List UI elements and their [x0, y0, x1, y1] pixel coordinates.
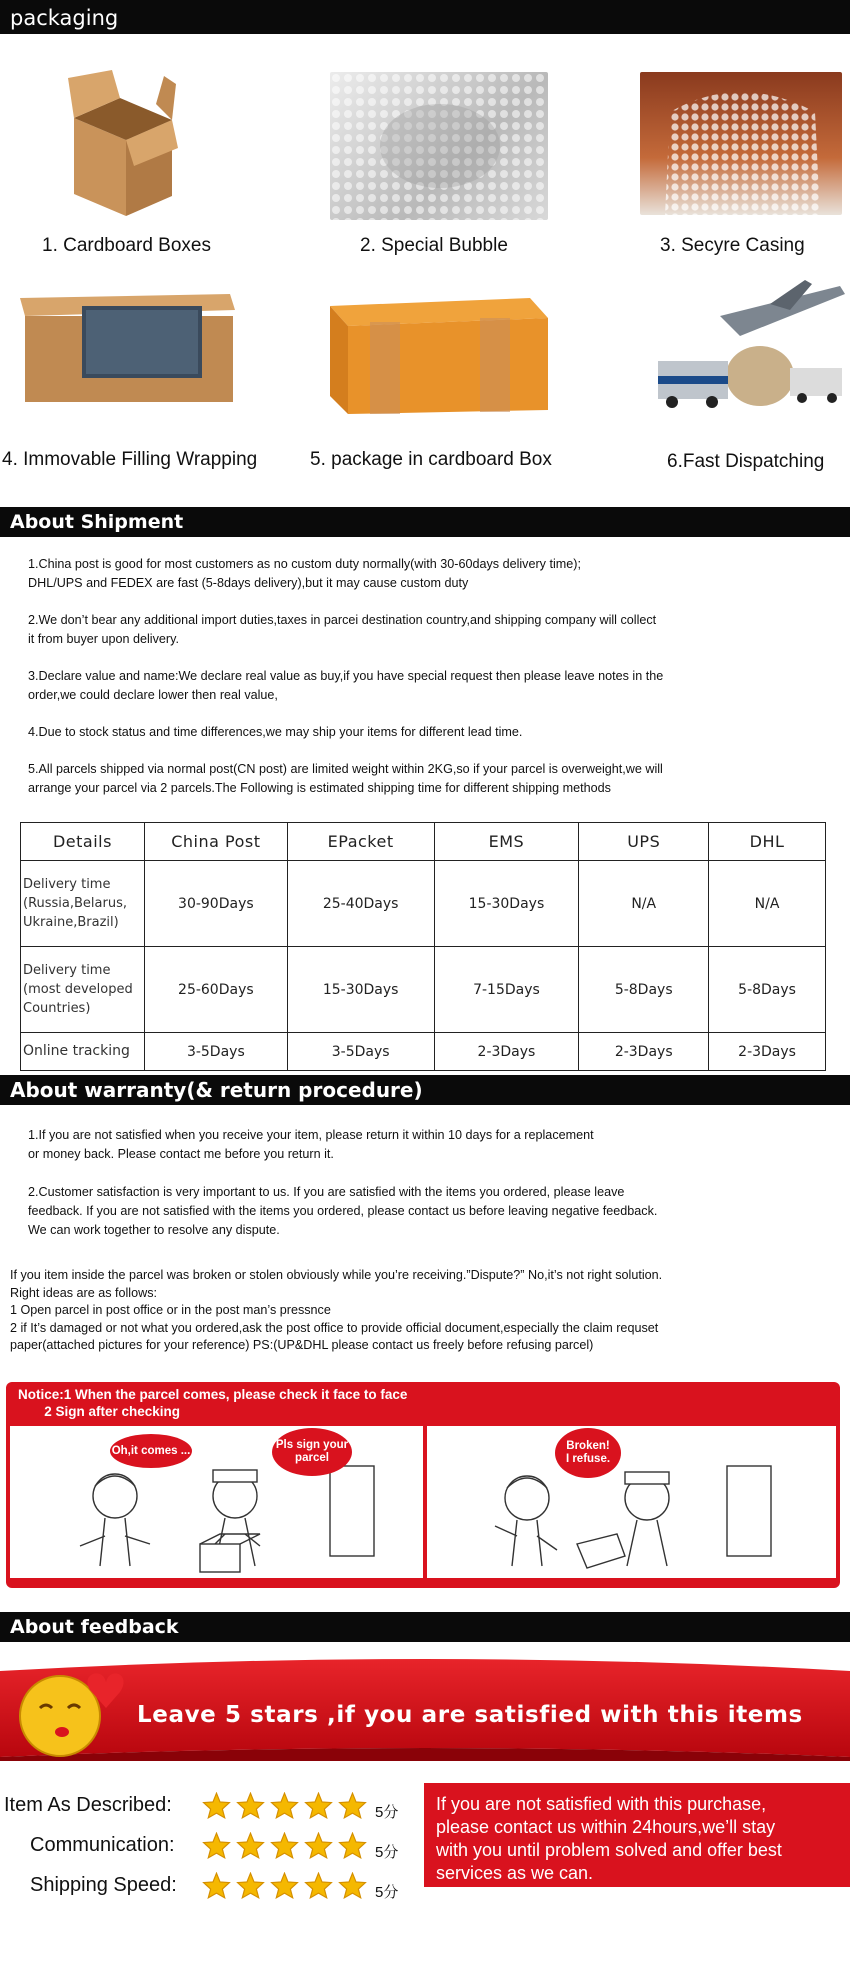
caption-secure-casing: 3. Secyre Casing	[660, 235, 805, 256]
warranty-paragraph-2	[28, 1183, 828, 1240]
speech-bubble	[555, 1428, 621, 1478]
text-line: 3.Declare value and name:We declare real value as buy,if you have special request then please leave notes in the	[28, 669, 664, 683]
text-line: Broken!	[566, 1440, 610, 1452]
packaging-header	[0, 0, 850, 34]
shipment-paragraph-5	[28, 760, 828, 798]
text-line: 4.Due to stock status and time differences,we may ship your items for different lead time.	[28, 725, 523, 739]
caption-filling-wrapping: 4. Immovable Filling Wrapping	[2, 449, 258, 470]
table-header-cell: China Post	[144, 823, 287, 861]
text-line: We can work together to resolve any dispute.	[28, 1223, 280, 1237]
text-line: 1.China post is good for most customers as no custom duty normally(with 30-60days delivery time);	[28, 557, 581, 571]
filling-wrapping-image	[20, 288, 235, 406]
star-icon	[304, 1832, 333, 1859]
star-icon	[202, 1792, 231, 1819]
table-cell: 2-3Days	[709, 1033, 826, 1071]
shipment-paragraph-2	[28, 611, 828, 649]
secure-casing-image	[640, 72, 842, 215]
text-line: 5.All parcels shipped via normal post(CN post) are limited weight within 2KG,so if your parcel is overweight,we will	[28, 762, 663, 776]
table-header-cell: EPacket	[287, 823, 434, 861]
row-label	[21, 1033, 145, 1071]
text-line: 1 Open parcel in post office or in the post man’s pressnce	[10, 1303, 331, 1317]
warranty-title: About warranty(& return procedure)	[10, 1078, 423, 1102]
star-icon	[338, 1832, 367, 1859]
shipment-header	[0, 507, 850, 537]
refuse-parcel-illustration	[427, 1426, 836, 1578]
star-icon	[270, 1872, 299, 1899]
table-header-cell: Details	[21, 823, 145, 861]
star-icon	[236, 1832, 265, 1859]
text-line: Pls sign your	[275, 1439, 349, 1451]
text-line: order,we could declare lower then real value,	[28, 688, 278, 702]
table-row	[21, 947, 826, 1033]
row-label-line: Ukraine,Brazil)	[23, 915, 119, 930]
warranty-header	[0, 1075, 850, 1105]
caption-special-bubble: 2. Special Bubble	[360, 235, 508, 256]
feedback-message-box	[424, 1783, 850, 1887]
rating-score: 5分	[375, 1844, 399, 1861]
star-icon	[304, 1872, 333, 1899]
rating-label-item-described: Item As Described:	[4, 1794, 172, 1816]
package-box-image	[330, 292, 550, 414]
notice-left-scene	[10, 1426, 423, 1578]
row-label-line: Countries)	[23, 1001, 91, 1016]
text-line: 2.We don’t bear any additional import duties,taxes in parcei destination country,and shipping company will collect	[28, 613, 657, 627]
caption-cardboard-boxes: 1. Cardboard Boxes	[42, 235, 211, 256]
table-cell: 5-8Days	[709, 947, 826, 1033]
table-cell: 3-5Days	[144, 1033, 287, 1071]
text-line: services as we can.	[436, 1863, 594, 1883]
rating-stars-communication	[202, 1832, 367, 1859]
rating-score: 5分	[375, 1804, 399, 1821]
table-cell: 3-5Days	[287, 1033, 434, 1071]
table-cell: 2-3Days	[579, 1033, 709, 1071]
courier-delivery-illustration	[10, 1426, 423, 1578]
table-cell: 25-60Days	[144, 947, 287, 1033]
table-row	[21, 861, 826, 947]
text-line: DHL/UPS and FEDEX are fast (5-8days delivery),but it may cause custom duty	[28, 576, 469, 590]
text-line: 1.If you are not satisfied when you receive your item, please return it within 10 days for a replacement	[28, 1128, 594, 1142]
notice-panel	[6, 1382, 840, 1588]
feedback-title: About feedback	[10, 1616, 179, 1638]
table-header-cell: UPS	[579, 823, 709, 861]
bubble-wrap-image	[330, 72, 548, 220]
shipment-paragraph-4	[28, 723, 828, 742]
feedback-header	[0, 1612, 850, 1642]
text-line: arrange your parcel via 2 parcels.The Following is estimated shipping time for different shipping methods	[28, 781, 611, 795]
text-line: If you item inside the parcel was broken or stolen obviously while you’re receiving.”Dispute?” No,it’s not right solution.	[10, 1268, 663, 1282]
table-row	[21, 1033, 826, 1071]
star-icon	[304, 1792, 333, 1819]
dispute-paragraph	[10, 1267, 840, 1355]
table-header-cell: DHL	[709, 823, 826, 861]
text-line: Right ideas are as follows:	[10, 1285, 157, 1300]
fast-dispatching-image	[640, 276, 850, 421]
rating-label-shipping-speed: Shipping Speed:	[30, 1874, 177, 1896]
shipment-title: About Shipment	[10, 511, 184, 533]
feedback-banner-text: Leave 5 stars ,if you are satisfied with this items	[137, 1702, 803, 1728]
cardboard-box-image	[68, 70, 178, 220]
table-header-cell: EMS	[434, 823, 579, 861]
caption-package-box: 5. package in cardboard Box	[310, 449, 552, 470]
row-label	[21, 947, 145, 1033]
row-label-line: (Russia,Belarus,	[23, 896, 127, 911]
text-line: Notice:1 When the parcel comes, please check it face to face	[18, 1387, 408, 1402]
text-line: paper(attached pictures for your reference) PS:(UP&DHL please contact us freely before refusing parcel)	[10, 1338, 594, 1352]
star-icon	[202, 1872, 231, 1899]
caption-fast-dispatching: 6.Fast Dispatching	[667, 451, 825, 472]
text-line: feedback. If you are not satisfied with the items you ordered, please contact us before leaving negative feedback.	[28, 1204, 658, 1218]
table-cell: 15-30Days	[287, 947, 434, 1033]
table-cell: 7-15Days	[434, 947, 579, 1033]
text-line: 2 if It’s damaged or not what you ordered,ask the post office to provide official document,especially the claim requset	[10, 1320, 659, 1335]
star-icon	[338, 1872, 367, 1899]
speech-bubble	[272, 1428, 352, 1476]
text-line: it from buyer upon delivery.	[28, 632, 179, 646]
row-label-line: Delivery time	[23, 963, 111, 978]
star-icon	[338, 1792, 367, 1819]
text-line: 2.Customer satisfaction is very important to us. If you are satisfied with the items you ordered, please leave	[28, 1185, 625, 1199]
star-icon	[202, 1832, 231, 1859]
table-cell: 15-30Days	[434, 861, 579, 947]
shipping-time-table	[20, 822, 826, 1071]
star-icon	[236, 1872, 265, 1899]
notice-right-scene	[427, 1426, 836, 1578]
star-icon	[270, 1792, 299, 1819]
table-cell: 2-3Days	[434, 1033, 579, 1071]
text-line: parcel	[295, 1452, 329, 1464]
text-line: If you are not satisfied with this purchase,	[436, 1794, 767, 1814]
rating-score: 5分	[375, 1884, 399, 1901]
table-cell: 5-8Days	[579, 947, 709, 1033]
star-icon	[270, 1832, 299, 1859]
row-label-line: Online tracking	[23, 1043, 130, 1059]
text-line: or money back. Please contact me before you return it.	[28, 1147, 334, 1161]
table-header-row	[21, 823, 826, 861]
smiley-kiss-icon	[10, 1660, 128, 1760]
rating-stars-shipping-speed	[202, 1872, 367, 1899]
packaging-title: packaging	[10, 6, 119, 30]
text-line: with you until problem solved and offer best	[436, 1840, 782, 1860]
row-label-line: Delivery time	[23, 877, 111, 892]
text-line: I refuse.	[565, 1453, 611, 1465]
speech-bubble: Oh,it comes ...	[110, 1434, 192, 1468]
notice-title	[18, 1386, 407, 1420]
table-cell: N/A	[709, 861, 826, 947]
row-label-line: (most developed	[23, 982, 133, 997]
table-cell: 25-40Days	[287, 861, 434, 947]
rating-stars-item-described	[202, 1792, 367, 1819]
rating-label-communication: Communication:	[30, 1834, 175, 1856]
row-label	[21, 861, 145, 947]
table-cell: 30-90Days	[144, 861, 287, 947]
text-line: please contact us within 24hours,we’ll stay	[436, 1817, 776, 1837]
warranty-paragraph-1	[28, 1126, 828, 1164]
shipment-paragraph-3	[28, 667, 828, 705]
shipment-paragraph-1	[28, 555, 828, 593]
table-cell: N/A	[579, 861, 709, 947]
star-icon	[236, 1792, 265, 1819]
text-line: 2 Sign after checking	[18, 1404, 181, 1419]
